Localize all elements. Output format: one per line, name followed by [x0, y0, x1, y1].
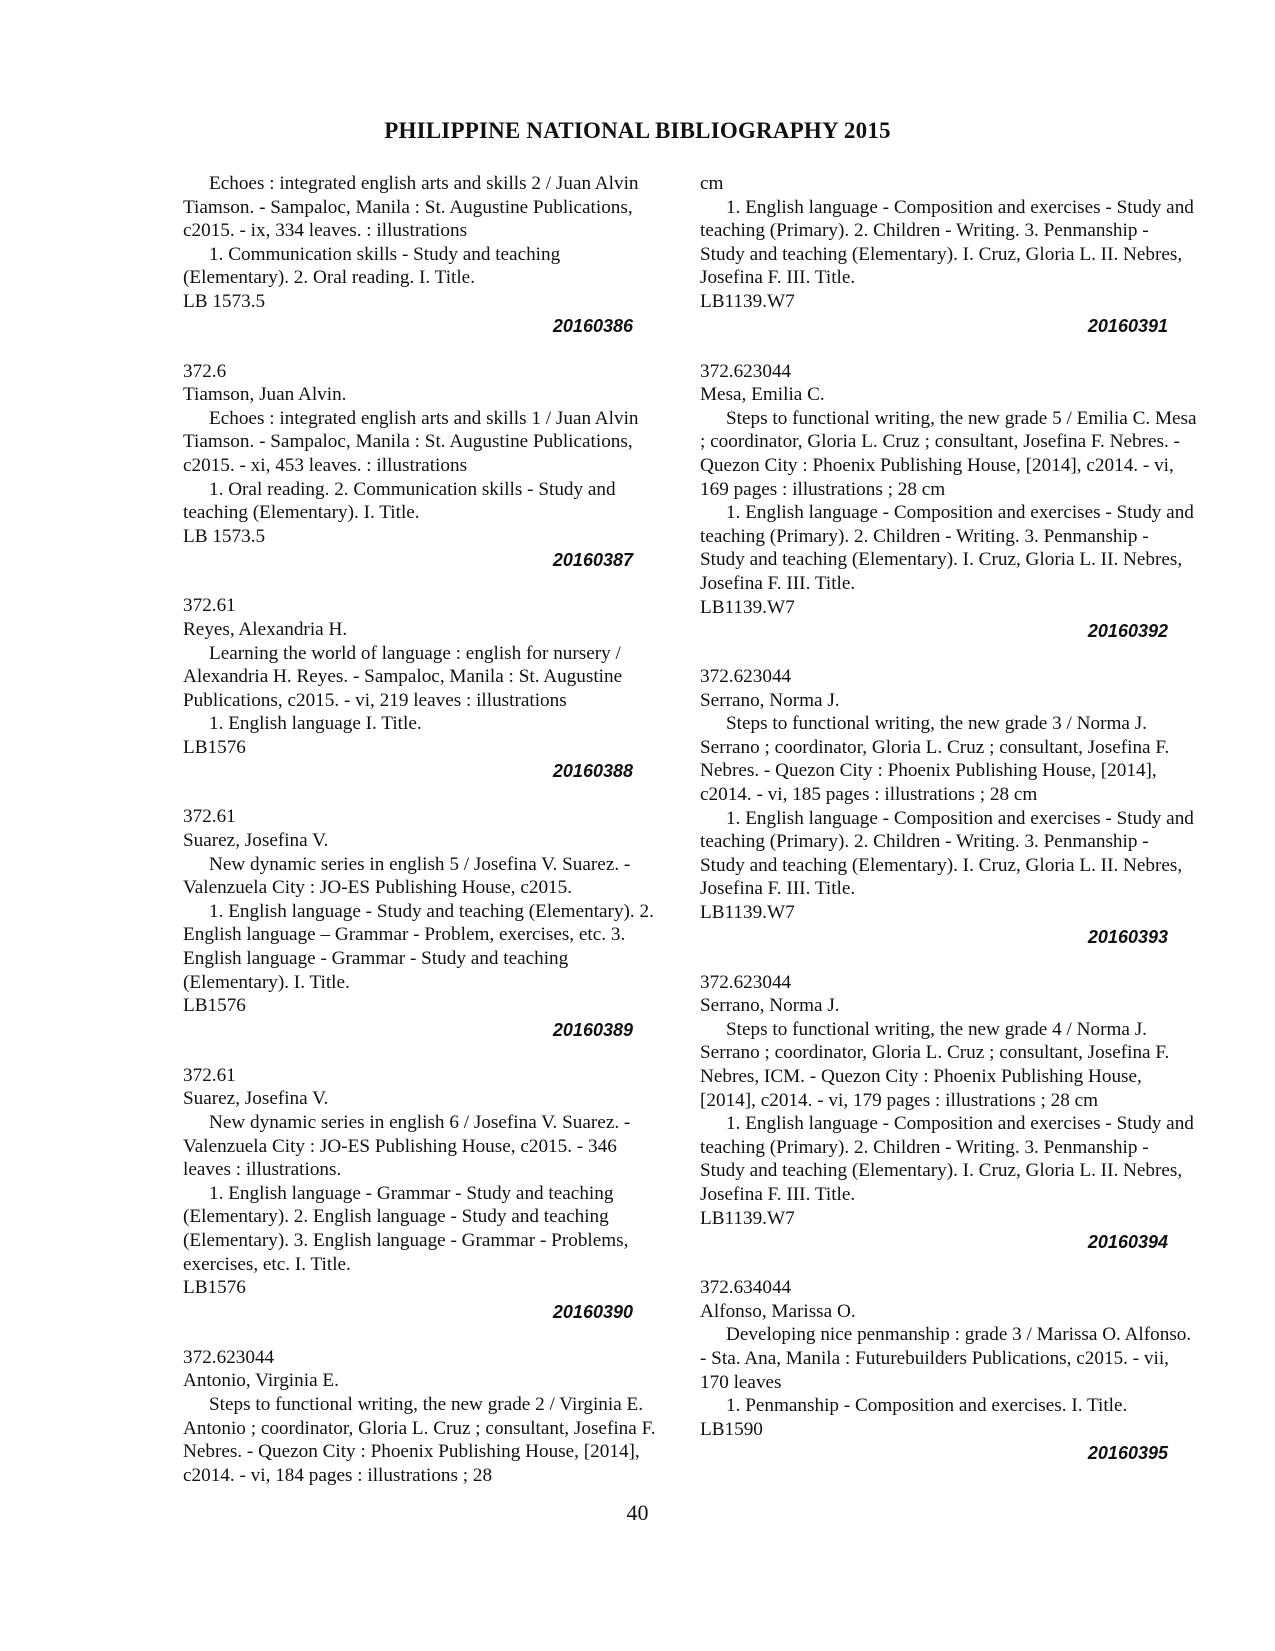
- entry-description: Steps to functional writing, the new grade 2 / Virginia E. Antonio ; coordinator, Gloria L. Cruz ; consultant, Josefina F. Nebres. - Quezon City : Phoenix Publishing House, [2014], c2014. - vi, 184 pages : illustrations ; 28: [183, 1393, 656, 1486]
- entry-call-number: LB1576: [183, 1277, 246, 1299]
- entry-author: Suarez, Josefina V.: [183, 1088, 329, 1110]
- entry-control-number: 20160394: [1087, 1232, 1168, 1253]
- entry-call-number: LB1139.W7: [700, 596, 795, 618]
- left-column: [183, 172, 663, 1509]
- entry-classification: 372.623044: [183, 1346, 275, 1368]
- entry-call-number: LB1139.W7: [700, 1207, 795, 1229]
- entry-call-number: LB1576: [183, 736, 246, 758]
- right-column: [700, 172, 1198, 1487]
- entry-call-number: LB1576: [183, 995, 246, 1017]
- bib-entry: [700, 360, 1198, 644]
- entry-control-number: 20160389: [552, 1019, 633, 1040]
- bib-entry: [183, 360, 663, 573]
- bib-entry: [183, 172, 663, 338]
- bib-entry: [183, 1346, 663, 1488]
- entry-control-number: 20160390: [552, 1301, 633, 1322]
- entry-author: Serrano, Norma J.: [700, 995, 840, 1017]
- entry-subjects: 1. English language I. Title.: [209, 713, 422, 735]
- entry-control-number: 20160386: [552, 315, 633, 336]
- entry-description: Steps to functional writing, the new grade 5 / Emilia C. Mesa ; coordinator, Gloria L. Cruz ; consultant, Josefina F. Nebres. - Quezon City : Phoenix Publishing House, [2014], c2014. - vi, 169 pages : illustrations ; 28 cm: [700, 407, 1197, 500]
- bib-entry: [183, 1064, 663, 1324]
- entry-call-number: LB 1573.5: [183, 290, 266, 312]
- entry-description: Steps to functional writing, the new grade 3 / Norma J. Serrano ; coordinator, Gloria L. Cruz ; consultant, Josefina F. Nebres. - Quezon City : Phoenix Publishing House, [2014], c2014. - vi, 185 pages : illustrations ; 28 cm: [700, 713, 1170, 806]
- entry-description: Steps to functional writing, the new grade 4 / Norma J. Serrano ; coordinator, Gloria L. Cruz ; consultant, Josefina F. Nebres, ICM. - Quezon City : Phoenix Publishing House, [2014], c2014. - vi, 179 pages : illustrations ; 28 cm: [700, 1018, 1170, 1111]
- page-title: PHILIPPINE NATIONAL BIBLIOGRAPHY 2015: [384, 118, 891, 143]
- entry-description: New dynamic series in english 5 / Josefina V. Suarez. - Valenzuela City : JO-ES Publishing House, c2015.: [183, 853, 631, 899]
- entry-subjects: 1. Oral reading. 2. Communication skills - Study and teaching (Elementary). I. Title.: [183, 478, 616, 524]
- entry-subjects: 1. Penmanship - Composition and exercises. I. Title.: [726, 1395, 1128, 1417]
- entry-description: Echoes : integrated english arts and skills 1 / Juan Alvin Tiamson. - Sampaloc, Manila : St. Augustine Publications, c2015. - xi, 453 leaves. : illustrations: [183, 407, 639, 476]
- entry-subjects: 1. English language - Composition and exercises - Study and teaching (Primary). 2. Children - Writing. 3. Penmanship - Study and teaching (Elementary). I. Cruz, Gloria L. II. Nebres, Josefina F. III. Title.: [700, 196, 1194, 289]
- entry-author: Mesa, Emilia C.: [700, 384, 825, 406]
- entry-control-number: 20160388: [552, 761, 633, 782]
- entry-classification: 372.634044: [700, 1277, 792, 1299]
- entry-control-number: 20160392: [1087, 621, 1168, 642]
- bib-entry: [700, 172, 1198, 338]
- bib-entry: [183, 594, 663, 783]
- entry-description: New dynamic series in english 6 / Josefina V. Suarez. - Valenzuela City : JO-ES Publishing House, c2015. - 346 leaves : illustrations.: [183, 1112, 631, 1181]
- entry-call-number: LB 1573.5: [183, 525, 266, 547]
- entry-call-number: LB1139.W7: [700, 290, 795, 312]
- entry-classification: 372.623044: [700, 666, 792, 688]
- entry-subjects: 1. English language - Composition and exercises - Study and teaching (Primary). 2. Children - Writing. 3. Penmanship - Study and teaching (Elementary). I. Cruz, Gloria L. II. Nebres, Josefina F. III. Title.: [700, 1113, 1194, 1205]
- entry-continuation: cm: [700, 173, 724, 194]
- entry-subjects: 1. English language - Grammar - Study and teaching (Elementary). 2. English language - Study and teaching (Elementary). 3. English language - Grammar - Problems, exercises, etc. I. Title.: [183, 1182, 629, 1275]
- bib-entry: [700, 1276, 1198, 1465]
- entry-author: Alfonso, Marissa O.: [700, 1300, 856, 1322]
- page-number: 40: [626, 1500, 649, 1525]
- entry-classification: 372.6: [183, 360, 227, 382]
- entry-classification: 372.61: [183, 806, 236, 828]
- entry-author: Suarez, Josefina V.: [183, 830, 329, 852]
- entry-control-number: 20160395: [1087, 1443, 1168, 1464]
- entry-classification: 372.61: [183, 1064, 236, 1086]
- entry-subjects: 1. Communication skills - Study and teaching (Elementary). 2. Oral reading. I. Title.: [183, 243, 561, 289]
- entry-author: Serrano, Norma J.: [700, 689, 840, 711]
- entry-author: Antonio, Virginia E.: [183, 1370, 339, 1392]
- bib-entry: [700, 665, 1198, 949]
- entry-description: Echoes : integrated english arts and skills 2 / Juan Alvin Tiamson. - Sampaloc, Manila : St. Augustine Publications, c2015. - ix, 334 leaves. : illustrations: [183, 173, 639, 242]
- entry-control-number: 20160391: [1087, 315, 1168, 336]
- entry-classification: 372.623044: [700, 971, 792, 993]
- bib-entry: [700, 971, 1198, 1255]
- entry-subjects: 1. English language - Composition and exercises - Study and teaching (Primary). 2. Children - Writing. 3. Penmanship - Study and teaching (Elementary). I. Cruz, Gloria L. II. Nebres, Josefina F. III. Title.: [700, 807, 1194, 900]
- entry-author: Reyes, Alexandria H.: [183, 618, 348, 640]
- entry-classification: 372.61: [183, 595, 236, 617]
- entry-description: Developing nice penmanship : grade 3 / Marissa O. Alfonso. - Sta. Ana, Manila : Futurebuilders Publications, c2015. - vii, 170 leaves: [700, 1324, 1192, 1393]
- entry-control-number: 20160387: [552, 550, 633, 571]
- entry-subjects: 1. English language - Study and teaching (Elementary). 2. English language – Grammar - Problem, exercises, etc. 3. English language - Grammar - Study and teaching (Elementary). I. Title.: [183, 900, 654, 993]
- entry-call-number: LB1139.W7: [700, 902, 795, 924]
- bib-entry: [183, 805, 663, 1041]
- entry-description: Learning the world of language : english for nursery / Alexandria H. Reyes. - Sampaloc, Manila : St. Augustine Publications, c2015. - vi, 219 leaves : illustrations: [183, 642, 623, 711]
- entry-author: Tiamson, Juan Alvin.: [183, 384, 347, 406]
- entry-subjects: 1. English language - Composition and exercises - Study and teaching (Primary). 2. Children - Writing. 3. Penmanship - Study and teaching (Elementary). I. Cruz, Gloria L. II. Nebres, Josefina F. III. Title.: [700, 502, 1194, 594]
- entry-call-number: LB1590: [700, 1418, 763, 1440]
- entry-classification: 372.623044: [700, 360, 792, 382]
- entry-control-number: 20160393: [1087, 926, 1168, 947]
